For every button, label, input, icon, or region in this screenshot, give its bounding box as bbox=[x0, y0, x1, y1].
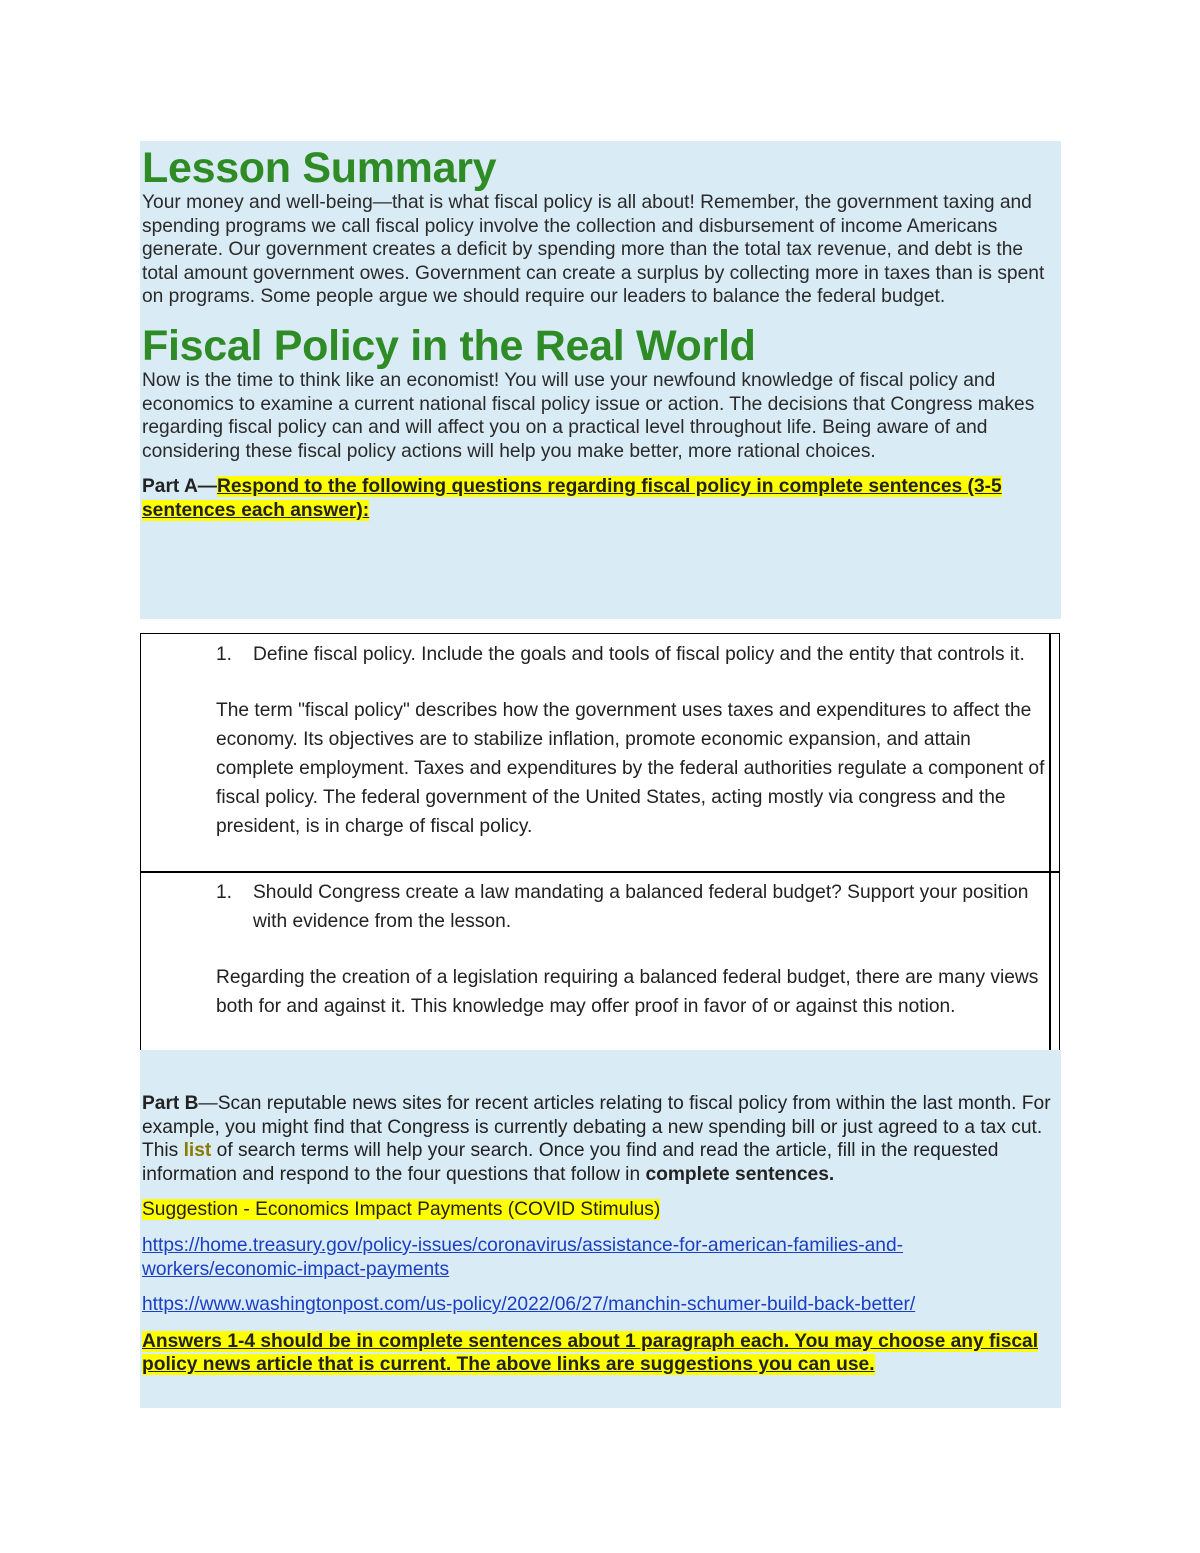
lesson-summary-text: Your money and well-being—that is what fiscal policy is all about! Remember, the government taxing and spending programs we call fiscal policy involve the collection and disbursement of income Americans generate. Our government creates a deficit by spending more than the total tax revenue, and debt is the total amount government owes. Government can create a surplus by collecting more in taxes than is spent on programs. Some people argue we should require our leaders to balance the federal budget. bbox=[142, 192, 1045, 308]
part-b-section bbox=[140, 1050, 1061, 1408]
suggestion-text: Suggestion - Economics Impact Payments (COVID Stimulus) bbox=[142, 1199, 661, 1221]
question-cell[interactable] bbox=[216, 878, 1046, 1021]
answer-text: Regarding the creation of a legislation requiring a balanced federal budget, there are many views both for and against it. This knowledge may offer proof in favor of or against this notion. bbox=[216, 967, 1039, 1017]
final-note bbox=[142, 1330, 1059, 1377]
real-world-heading: Fiscal Policy in the Real World bbox=[142, 321, 756, 370]
part-b-label: Part B bbox=[142, 1093, 199, 1114]
question-cell[interactable] bbox=[216, 640, 1046, 841]
part-b-instructions bbox=[142, 1092, 1059, 1186]
questions-table bbox=[140, 633, 1060, 1051]
intro-section bbox=[140, 141, 1061, 619]
treasury-link[interactable]: https://home.treasury.gov/policy-issues/coronavirus/assistance-for-american-families-and-workers/economic-impact-payments bbox=[142, 1234, 904, 1280]
question-number: 1. bbox=[216, 644, 233, 665]
part-b-text: —Scan reputable news sites for recent articles relating to fiscal policy from within the last month. For example, you might find that Congress is currently debating a new spending bill or just agreed to a tax cut. This bbox=[142, 1093, 1051, 1162]
list-link[interactable]: list bbox=[183, 1140, 212, 1162]
part-a-label: Part A— bbox=[142, 476, 217, 498]
question-text: Should Congress create a law mandating a balanced federal budget? Support your position with evidence from the lesson. bbox=[253, 882, 1029, 932]
answer-text: The term "fiscal policy" describes how the government uses taxes and expenditures to affect the economy. Its objectives are to stabilize inflation, promote economic expansion, and attain complete employment. Taxes and expenditures by the federal authorities regulate a component of fiscal policy. The federal government of the United States, acting mostly via congress and the president, is in charge of fiscal policy. bbox=[216, 700, 1045, 837]
table-rule bbox=[1049, 634, 1051, 1050]
link-row bbox=[142, 1293, 1059, 1317]
link-row bbox=[142, 1234, 1059, 1281]
part-b-text-continued: of search terms will help your search. Once you find and read the article, fill in the requested information and respond to the four questions that follow in bbox=[142, 1140, 999, 1185]
suggestion-row bbox=[142, 1198, 1059, 1222]
part-a-instructions bbox=[142, 475, 1059, 522]
table-row-divider bbox=[141, 871, 1059, 873]
question-text: Define fiscal policy. Include the goals and tools of fiscal policy and the entity that controls it. bbox=[253, 644, 1025, 665]
part-a-instruction: Respond to the following questions regarding fiscal policy in complete sentences (3-5 sentences each answer): bbox=[142, 476, 1002, 521]
washington-post-link[interactable]: https://www.washingtonpost.com/us-policy/2022/06/27/manchin-schumer-build-back-better/ bbox=[142, 1294, 916, 1316]
lesson-summary-heading: Lesson Summary bbox=[142, 144, 497, 192]
final-note-text: Answers 1-4 should be in complete sentences about 1 paragraph each. You may choose any fiscal policy news article that is current. The above links are suggestions you can use. bbox=[142, 1330, 1039, 1376]
part-b-emphasis: complete sentences. bbox=[645, 1163, 835, 1185]
real-world-text: Now is the time to think like an economist! You will use your newfound knowledge of fiscal policy and economics to examine a current national fiscal policy issue or action. The decisions that Congress makes regarding fiscal policy can and will affect you on a practical level throughout life. Being aware of and considering these fiscal policy actions will help you make better, more rational choices. bbox=[142, 369, 1035, 462]
question-number: 1. bbox=[216, 882, 233, 903]
